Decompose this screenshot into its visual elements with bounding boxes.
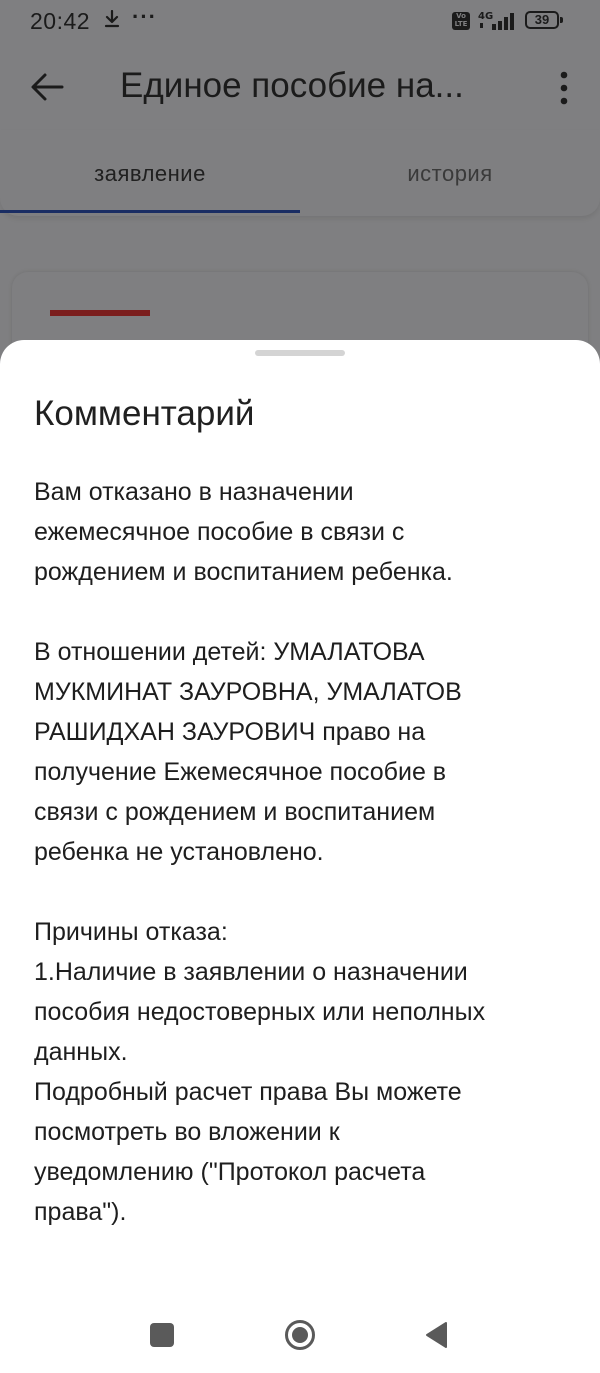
comment-bottom-sheet [0,340,600,1373]
text-line: Подробный расчет права Вы можете [34,1078,462,1106]
paragraph-children [34,632,564,872]
text-line: данных. [34,1038,128,1066]
sheet-title: Комментарий [34,394,255,433]
tab-bar [0,130,600,216]
text-line: ребенка не установлено. [34,838,324,866]
back-arrow-icon[interactable] [30,70,64,104]
text-line: Причины отказа: [34,918,228,946]
page-title: Единое пособие на... [120,66,464,105]
text-line: получение Ежемесячное пособие в [34,758,447,786]
text-line: Вам отказано в назначении [34,478,354,506]
tab-application[interactable]: заявление [94,161,206,186]
system-navigation-bar [0,1295,600,1373]
text-line: В отношении детей: УМАЛАТОВА [34,638,425,666]
paragraph-reasons [34,912,564,1232]
text-line: МУКМИНАТ ЗАУРОВНА, УМАЛАТОВ [34,678,462,706]
text-line: посмотреть во вложении к [34,1118,340,1146]
status-time: 20:42 [30,8,91,34]
signal-icon [478,10,520,32]
status-accent-bar [50,310,150,316]
app-bar [0,48,600,130]
text-line: 1.Наличие в заявлении о назначении [34,958,468,986]
recents-icon[interactable] [150,1323,174,1347]
status-bar [0,0,600,48]
text-line: РАШИДХАН ЗАУРОВИЧ право на [34,718,426,746]
home-icon[interactable] [284,1319,316,1351]
drag-handle[interactable] [255,350,345,356]
text-line: пособия недостоверных или неполных [34,998,486,1026]
active-tab-indicator [0,210,300,213]
volte-icon: Vo LTE [452,12,470,30]
download-icon [103,10,121,28]
network-type-label: 4G [478,11,494,22]
text-line: связи с рождением и воспитанием [34,798,436,826]
text-line: права"). [34,1198,127,1226]
text-line: ежемесячное пособие в связи с [34,518,405,546]
battery-icon: 39 [525,11,559,29]
more-notifications-icon: ··· [132,4,157,29]
paragraph-refusal [34,472,564,592]
text-line: рождением и воспитанием ребенка. [34,558,453,586]
back-triangle-icon[interactable] [424,1321,448,1349]
tab-history[interactable]: история [407,161,493,186]
more-options-icon[interactable] [556,70,572,106]
comment-text [34,472,564,1272]
text-line: уведомлению ("Протокол расчета [34,1158,426,1186]
